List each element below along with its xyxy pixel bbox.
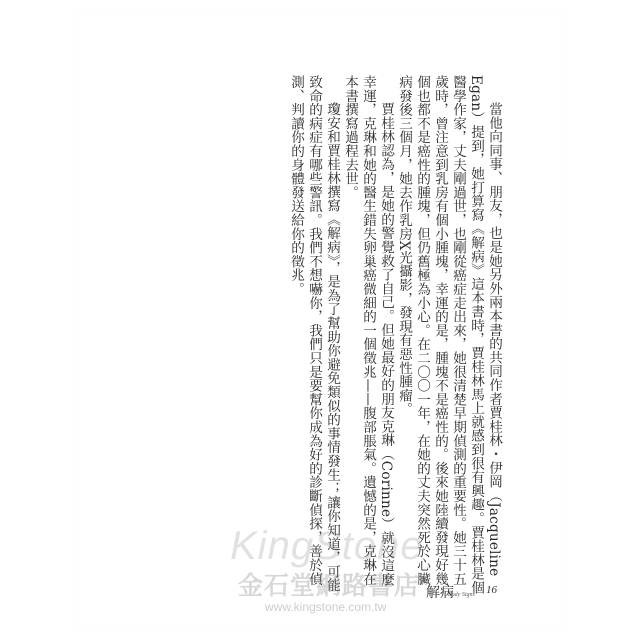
page-footer [420, 582, 530, 608]
watermark-logo: KingStone [230, 524, 424, 568]
running-title: 解病 [426, 585, 454, 601]
watermark-url: www.kingstone.com.tw [265, 600, 387, 614]
body-text [258, 75, 503, 595]
paragraph-1: 當他向同事、朋友，也是她另外兩本書的共同作者賈桂林・伊岡（Jacqueline Egan）提到，她打算寫《解病》這本書時，賈桂林馬上就感到很有興趣。賈桂林是個醫學作家，丈夫剛過世，也剛從癌症走出來，她很清楚早期偵測的重要性。她三十五歲時，曾注意到乳房有個小腫塊，幸運的是，腫塊不是癌性的。後來她陸續發現好幾個也都不是癌性的腫塊，但仍舊極為小心。在二〇〇一年，在她的丈夫突然死於心臟病發後三個月，她去作乳房X光攝影，發現有惡性腫瘤。 [396, 75, 502, 595]
paragraph-3: 瓊安和賈桂林撰寫《解病》，是為了幫助你避免類似的事情發生；讓你知道，可能致命的病症有哪些警訊。我們不想嚇你，我們只是要幫你成為好的診斷偵探，善於偵測、判讀你的身體發送給你的徵兆。 [288, 75, 340, 593]
paragraph-2: 賈桂林認為，是她的警覺救了自己。但她最好的朋友克琳（Corinne）就沒這麼幸運，克琳和她的醫生錯失卵巢癌微細的一個徵兆——腹部脹氣。遺憾的是，克琳在本書撰寫過程去世。 [342, 75, 394, 587]
watermark-store-name: 金石堂網路書店 [238, 571, 421, 600]
running-subtitle: Body Signs [448, 592, 475, 598]
page-number: 16 [486, 584, 497, 596]
